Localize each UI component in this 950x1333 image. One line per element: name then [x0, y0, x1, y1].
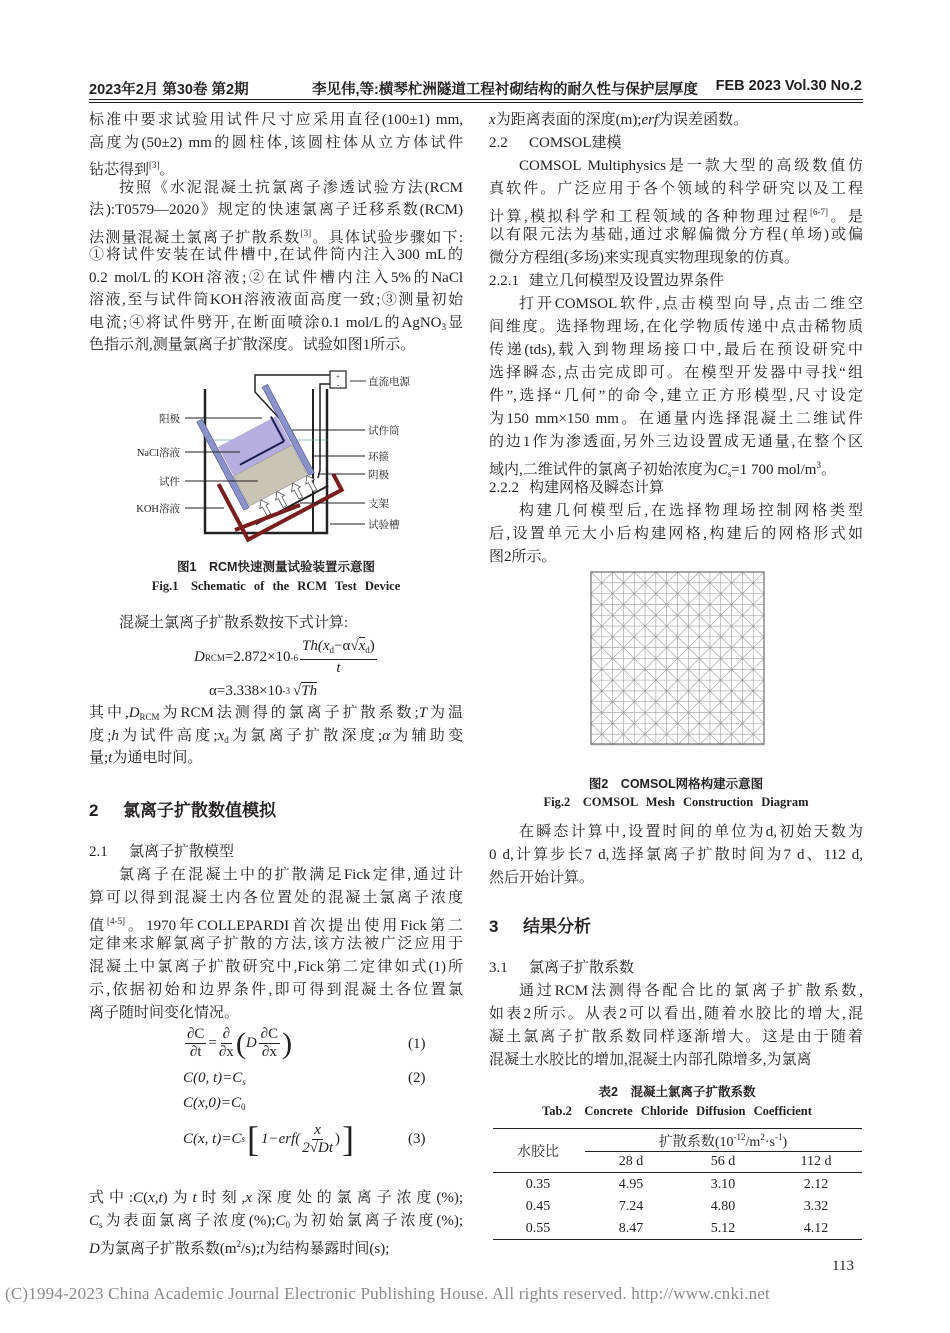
text-line: 算可以得到混凝土内各位置处的混凝土氯离子浓度	[89, 890, 463, 906]
text-line: 量;t为通电时间。	[89, 750, 203, 766]
section-heading-2: 2 氯离子扩散数值模拟	[89, 801, 276, 820]
table-bottom-rule	[493, 1239, 862, 1240]
table-group-header: 扩散系数$(10^{-12}/m^2\cdot s^{-1})$	[658, 1132, 788, 1150]
text-line: 计算,模拟科学和工程领域的各种物理过程[6-7]。是	[489, 207, 863, 225]
figure1-caption-en: Fig.1 Schematic of the RCM Test Device	[151, 579, 401, 593]
table-cell: 4.95	[618, 1177, 644, 1192]
text-line: 0.2 mol/L的KOH溶液;②在试件槽内注入5%的NaCl	[89, 269, 463, 286]
table-row-header: 水胶比	[517, 1145, 559, 1160]
text-line: 件”,选择“几何”的命令,建立正方形模型,尺寸设定	[489, 388, 863, 404]
text-line: 凝土氯离子扩散系数同样逐渐增大。这是由于随着	[489, 1029, 863, 1045]
table-top-rule	[493, 1128, 862, 1129]
text-line: 后,设置单元大小后构建网格,构建后的网格形式如	[489, 526, 863, 542]
equation-number: (2)	[408, 1070, 426, 1086]
table-group-rule	[585, 1151, 862, 1152]
text-line: ①将试件安装在试件槽中,在试件筒内注入300 mL的	[89, 247, 463, 263]
journal-issue: 2023年2月 第30卷 第2期	[89, 82, 249, 98]
table-column-header: 112 d	[800, 1154, 832, 1169]
text-line: x为距离表面的深度(m);erf为误差函数。	[489, 112, 749, 128]
text-line: 法测量混凝土氯离子扩散系数[3]。具体试验步骤如下:	[89, 227, 463, 246]
section-heading-3: 3 结果分析	[489, 917, 591, 936]
label-dc-power: 直流电源	[368, 377, 410, 388]
table-cell: 4.80	[710, 1199, 736, 1214]
subsection-heading: 2.1 氯离子扩散模型	[89, 844, 235, 860]
text-line: 为150 mm×150 mm。在通量内选择混凝土二维试件	[489, 411, 863, 427]
text-line: 离子随时间变化情况。	[89, 1005, 240, 1021]
figure2-caption-en: Fig.2 COMSOL Mesh Construction Diagram	[543, 795, 809, 809]
text-line: 式中:C(x,t)为t时刻,x深度处的氯离子浓度(%);	[89, 1190, 463, 1206]
table2-caption-en: Tab.2 Concrete Chloride Diffusion Coefficient	[542, 1104, 812, 1118]
label-hoop: 环箍	[368, 452, 389, 463]
text-line: 钻芯得到[3]。	[89, 160, 175, 178]
text-line: 的边1作为渗透面,另外三边设置成无通量,在整个区	[489, 434, 863, 450]
text-line: D为氯离子扩散系数$(m^2/s);t$为结构暴露时间(s);	[89, 1239, 390, 1257]
text-line: 以有限元法为基础,通过求解偏微分方程(单场)或偏	[489, 227, 863, 243]
text-line: 度;h为试件高度$;x_d$为氯离子扩散深度;α为辅助变	[89, 727, 464, 745]
formula-drcm: D RCM =2.872×10 -6 $\frac{Th(x_d-\alpha√x_d)}{t}$	[194, 638, 375, 676]
text-line: 其中$,D_{RCM}$为RCM法测得的氯离子扩散系数;T为温	[89, 705, 463, 722]
text-line: 如表2所示。从表2可以看出,随着水胶比的增大,混	[489, 1006, 863, 1022]
text-line: 间维度。选择物理场,在化学物质传递中点击稀物质	[489, 319, 863, 335]
formula-alpha: α=3.338×10 -3 √ Th	[209, 682, 318, 699]
text-line: 溶液,至与试件筒KOH溶液液面高度一致;③测量初始	[89, 292, 463, 308]
table-cell: 3.10	[710, 1177, 736, 1192]
table-row-label: 0.45	[525, 1199, 551, 1214]
text-line: 混凝土水胶比的增加,混凝土内部孔隙增多,为氯离	[489, 1052, 812, 1068]
label-cathode: 阴极	[368, 470, 389, 481]
text-line: 混凝土氯离子扩散系数按下式计算:	[119, 615, 349, 631]
table-cell: 3.32	[803, 1199, 829, 1214]
text-line: 氯离子在混凝土中的扩散满足Fick定律,通过计	[119, 867, 463, 883]
running-title: 李见伟,等:横琴杧洲隧道工程衬砌结构的耐久性与保护层厚度	[312, 82, 698, 98]
equation-2: C(0, $t)=C_s$	[183, 1070, 246, 1087]
text-line: 传递(tds),载入到物理场接口中,最后在预设研究中	[489, 342, 863, 358]
table-cell: 7.24	[618, 1199, 644, 1214]
text-line: 微分方程组(多场)来实现真实物理现象的仿真。	[489, 250, 799, 266]
text-line: 通过RCM法测得各配合比的氯离子扩散系数,	[519, 983, 863, 999]
equation-3: C(x, t)=C s [ 1−erf( $\frac{x}{2√Dt}$ ) ]	[183, 1119, 354, 1159]
svg-text:-: -	[336, 381, 340, 389]
subsection-heading: 2.2.2 构建网格及瞬态计算	[489, 480, 665, 496]
label-anode: 阳极	[159, 414, 180, 425]
text-line: 构建几何模型后,在选择物理场控制网格类型	[519, 503, 863, 519]
equation-number: (1)	[408, 1036, 426, 1052]
label-specimen: 试件	[159, 477, 180, 488]
page-number: 113	[832, 1258, 854, 1274]
label-nacl-solution: NaCl溶液	[136, 448, 180, 459]
copyright-footer: (C)1994-2023 China Academic Journal Electronic Publishing House. All rights reserved. http://www.cnki.net	[5, 1284, 770, 1303]
table-cell: 5.12	[710, 1221, 736, 1236]
table-column-header: 28 d	[618, 1154, 644, 1169]
text-line: 域内,二维试件的氯离子初始浓度为$C_s=1$ 700 mol/$m^3$。	[489, 460, 836, 479]
text-line: 选择瞬态,点击完成即可。在模型开发器中寻找“组	[489, 365, 863, 381]
text-line: $C_s$为表面氯离子浓度$(\%);C_0$为初始氯离子浓度(%);	[89, 1213, 464, 1230]
svg-text:+: +	[336, 373, 340, 381]
equation-1: $\frac{\partial C}{\partial t}$ = $\frac{\partial}{\partial x}$ ( D $\frac{\partial C}{\partial x}$ )	[187, 1026, 293, 1060]
table2-caption-cn: 表2 混凝土氯离子扩散系数	[598, 1085, 756, 1099]
text-line: 电流;④将试件劈开,在断面喷涂0.1 mol/L的AgNO$_3$显	[89, 314, 463, 332]
table-cell: 2.12	[803, 1177, 829, 1192]
text-line: 真软件。广泛应用于各个领域的科学研究以及工程	[489, 181, 863, 197]
text-line: 示,依据初始和边界条件,即可得到混凝土各位置氯	[89, 982, 463, 998]
table-header-rule	[493, 1172, 862, 1173]
text-line: 在瞬态计算中,设置时间的单位为d,初始天数为	[519, 824, 863, 840]
label-test-tank: 试验槽	[368, 520, 400, 531]
text-line: COMSOL Multiphysics是一款大型的高级数值仿	[519, 158, 863, 174]
journal-issue-en: FEB 2023 Vol.30 No.2	[715, 78, 862, 94]
text-line: 混凝土中氯离子扩散研究中,Fick第二定律如式(1)所	[89, 959, 463, 975]
text-line: 定律来求解氯离子扩散的方法,该方法被广泛应用于	[89, 936, 463, 952]
table-cell: 4.12	[803, 1221, 829, 1236]
table-cell: 8.47	[618, 1221, 644, 1236]
text-line: 0 d,计算步长7 d,选择氯离子扩散时间为7 d、112 d,	[489, 847, 863, 863]
text-line: 高度为(50±2) mm的圆柱体,该圆柱体从立方体试件	[89, 134, 463, 151]
text-line: 图2所示。	[489, 549, 557, 565]
text-line: 值[4-5]。1970年COLLEPARDI首次提出使用Fick第二	[89, 916, 463, 934]
equation-2b: $C(x,0)=C_0$	[183, 1095, 246, 1112]
subsection-heading: 3.1 氯离子扩散系数	[489, 960, 635, 976]
subsection-heading: 2.2 COMSOL建模	[489, 135, 622, 151]
table-row-label: 0.55	[525, 1221, 551, 1236]
text-line: 标准中要求试验用试件尺寸应采用直径(100±1) mm,	[89, 112, 463, 128]
label-koh-solution: KOH溶液	[136, 504, 180, 515]
subsection-heading: 2.2.1 建立几何模型及设置边界条件	[489, 273, 725, 289]
label-support: 支架	[368, 499, 389, 510]
text-line: 然后开始计算。	[489, 870, 595, 886]
table-column-header: 56 d	[710, 1154, 736, 1169]
table-row-label: 0.35	[525, 1177, 551, 1192]
text-line: 色指示剂,测量氯离子扩散深度。试验如图1所示。	[89, 337, 416, 353]
label-specimen-tube: 试件筒	[368, 426, 400, 437]
text-line: 按照《水泥混凝土抗氯离子渗透试验方法(RCM	[119, 179, 463, 196]
figure2-caption-cn: 图2 COMSOL网格构建示意图	[588, 777, 764, 791]
text-line: 打开COMSOL软件,点击模型向导,点击二维空	[519, 296, 863, 312]
fraction: $\frac{Th(x_d-\alpha√x_d)}{t}$	[302, 638, 375, 676]
text-line: 法):T0579—2020》规定的快速氯离子迁移系数(RCM)	[89, 202, 463, 218]
figure1-caption-cn: 图1 RCM快速测量试验装置示意图	[177, 560, 375, 574]
equation-number: (3)	[408, 1131, 426, 1147]
